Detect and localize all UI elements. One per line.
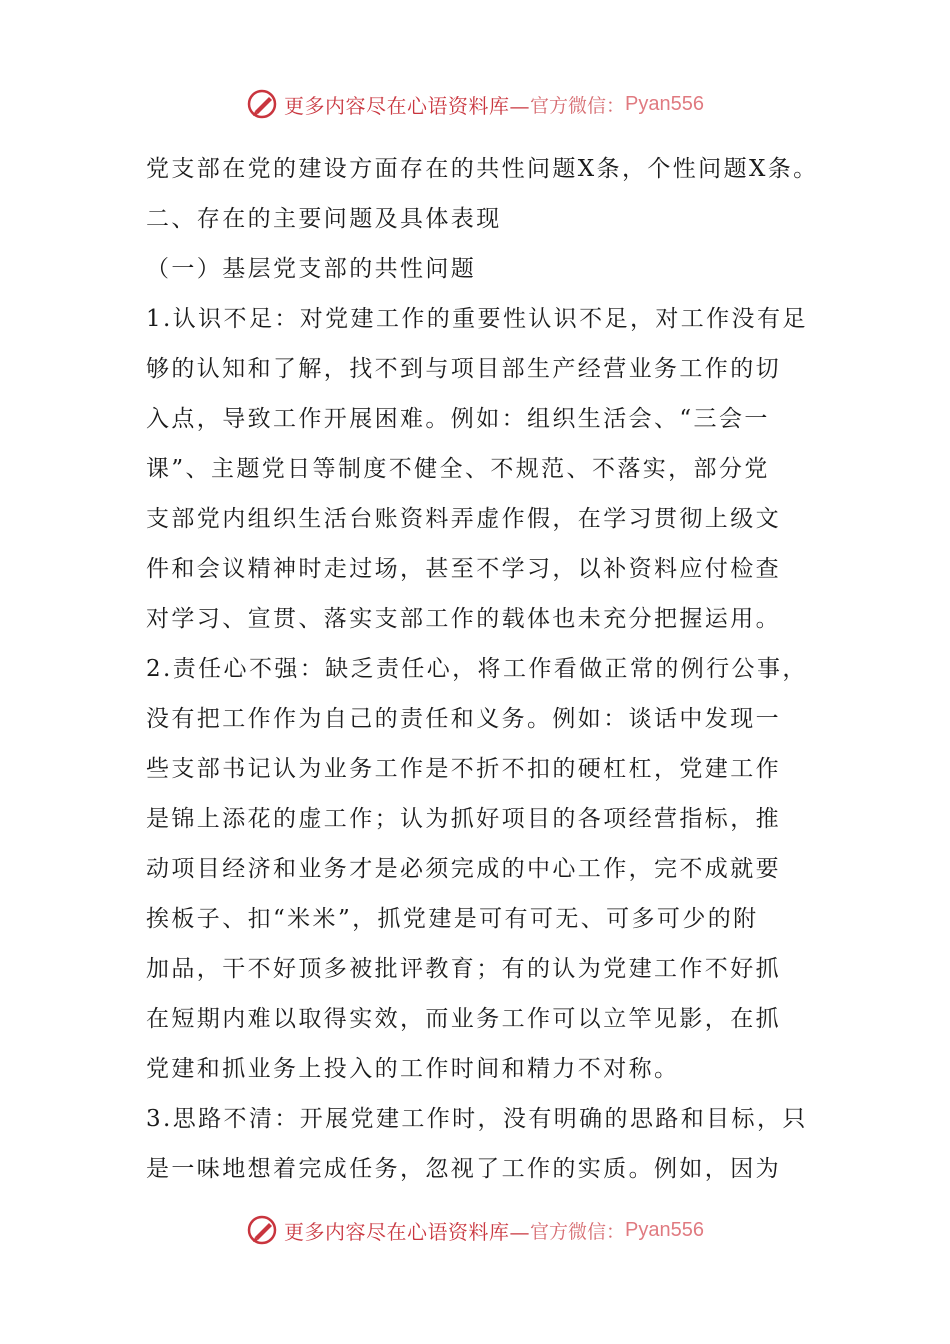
banner-wechat-label: 官方微信：: [530, 1220, 626, 1243]
text-line: 党支部在党的建设方面存在的共性问题X条，个性问题X条。: [146, 156, 819, 182]
text-line: 党建和抓业务上投入的工作时间和精力不对称。: [146, 1056, 680, 1082]
header-banner: [0, 84, 950, 124]
text-line: 够的认知和了解，找不到与项目部生产经营业务工作的切: [146, 356, 781, 382]
banner-text: 更多内容尽在心语资料库—: [284, 93, 530, 118]
banner-text: 更多内容尽在心语资料库—: [284, 1219, 530, 1244]
text-line: 件和会议精神时走过场，甚至不学习，以补资料应付检查: [146, 556, 781, 582]
text-line: 没有把工作作为自己的责任和义务。例如：谈话中发现一: [146, 706, 781, 732]
text-line: 对学习、宣贯、落实支部工作的载体也未充分把握运用。: [146, 606, 781, 632]
section-heading: 二、存在的主要问题及具体表现: [146, 206, 502, 232]
text-line: 是一味地想着完成任务，忽视了工作的实质。例如，因为: [146, 1156, 781, 1182]
subsection-heading: （一）基层党支部的共性问题: [146, 256, 477, 282]
text-line: 2.责任心不强：缺乏责任心，将工作看做正常的例行公事，: [146, 656, 808, 682]
text-line: 支部党内组织生活台账资料弄虚作假，在学习贯彻上级文: [146, 506, 781, 532]
text-line: 1.认识不足：对党建工作的重要性认识不足，对工作没有足: [146, 306, 808, 332]
pen-logo-icon: [246, 87, 280, 121]
text-line: 些支部书记认为业务工作是不折不扣的硬杠杠，党建工作: [146, 756, 781, 782]
document-body: [146, 144, 826, 1194]
pen-logo-icon: [246, 1213, 280, 1247]
text-line: 加品，干不好顶多被批评教育；有的认为党建工作不好抓: [146, 956, 781, 982]
text-line: 入点，导致工作开展困难。例如：组织生活会、“三会一: [146, 406, 770, 432]
text-line: 是锦上添花的虚工作；认为抓好项目的各项经营指标，推: [146, 806, 781, 832]
text-line: 挨板子、扣“米米”，抓党建是可有可无、可多可少的附: [146, 906, 759, 932]
banner-wechat-id: Pyan556: [625, 1218, 704, 1241]
banner-wechat-label: 官方微信：: [530, 94, 626, 117]
text-line: 3.思路不清：开展党建工作时，没有明确的思路和目标，只: [146, 1106, 808, 1132]
text-line: 动项目经济和业务才是必须完成的中心工作，完不成就要: [146, 856, 781, 882]
text-line: 在短期内难以取得实效，而业务工作可以立竿见影，在抓: [146, 1006, 781, 1032]
text-line: 课”、主题党日等制度不健全、不规范、不落实，部分党: [146, 456, 770, 482]
banner-wechat-id: Pyan556: [625, 92, 704, 115]
footer-banner: [0, 1210, 950, 1250]
